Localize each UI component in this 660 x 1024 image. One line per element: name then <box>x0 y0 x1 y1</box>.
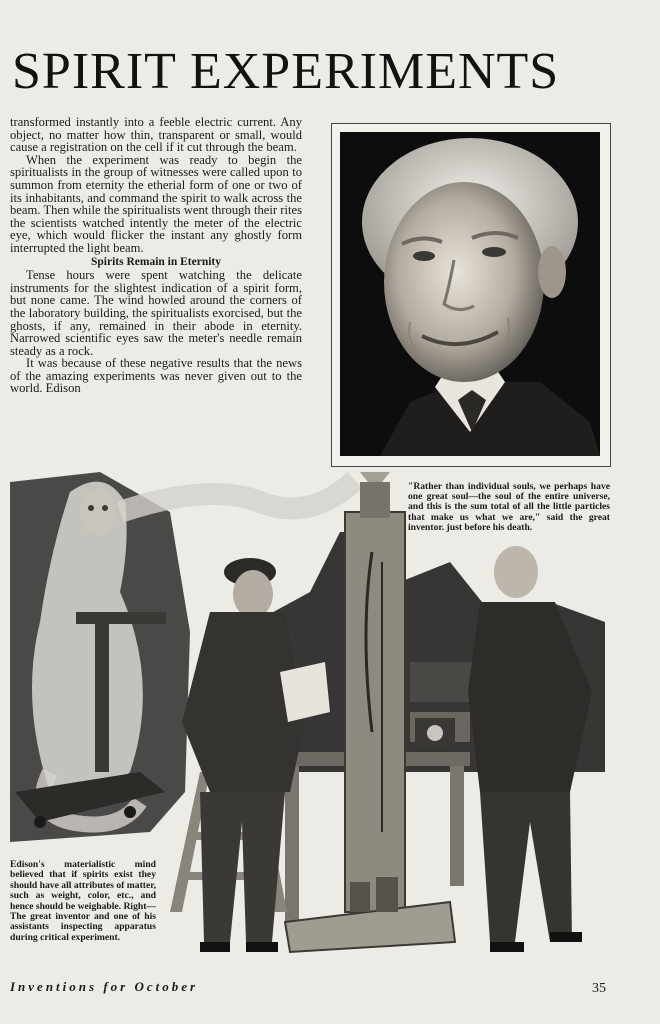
magazine-footer: Inventions for October <box>10 979 199 994</box>
subheading: Spirits Remain in Eternity <box>90 255 221 268</box>
portrait-photo <box>340 132 600 456</box>
article-column <box>10 116 302 395</box>
edison-portrait <box>331 123 611 467</box>
article-paragraph: transformed instantly into a feeble electric current. Any object, no matter how thin, transparent or small, would cause a registration on the cell if it cut through the beam. <box>10 115 302 155</box>
portrait-illustration <box>340 132 600 456</box>
edison-quote: "Rather than individual souls, we perhaps have one great soul—the soul of the entire universe, and this is the sum total of all the little particles that make us what we are," said the great inventor. just before his death. <box>408 481 610 533</box>
illustration-caption: Edison's materialistic mind believed that if spirits exist they should have all attributes of matter, such as weight, color, etc., and hence should be weighable. Right—The great inventor and one of his assistants inspecting apparatus during critical experiment. <box>10 859 156 943</box>
page-title: SPIRIT EXPERIMENTS <box>12 43 560 100</box>
page-number: 35 <box>592 981 606 996</box>
article-paragraph: When the experiment was ready to begin the spiritualists in the group of witnesses were called upon to summon from eternity the etherial form of one or two of its inhabitants, and command the spirit to walk across the beam. Then while the spiritualists went through their rites the scientists watched intently the meter of the electric eye, which would flicker the instant any ghostly form interrupted the light beam. <box>10 152 302 255</box>
article-paragraph: Tense hours were spent watching the delicate instruments for the slightest indication of a spirit form, but none came. The wind howled around the corners of the laboratory building, the spiritualists exorcised, but the ghosts, if any, remained in their abode in eternity. Narrowed scientific eyes saw the meter's needle remain steady as a rock. <box>10 268 302 358</box>
article-paragraph: It was because of these negative results that the news of the amazing experiments was never given out to the world. Edison <box>10 356 302 396</box>
